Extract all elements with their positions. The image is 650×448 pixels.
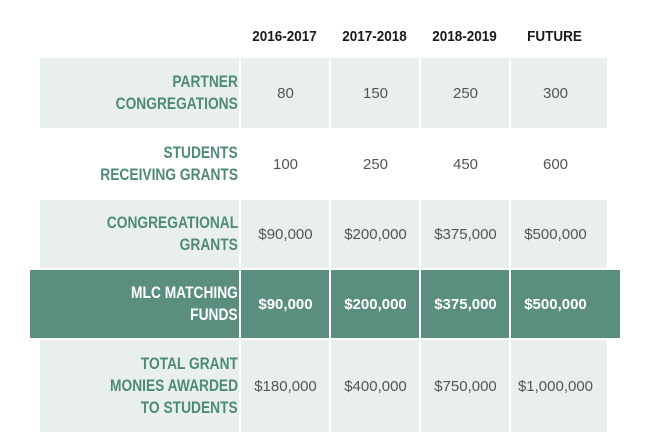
table-cell: $750,000 bbox=[434, 377, 497, 395]
table-row-students-receiving-grants bbox=[40, 130, 607, 198]
row-label-line: TO STUDENTS bbox=[141, 398, 238, 417]
table-cell: $200,000 bbox=[344, 295, 407, 313]
table-cell: $375,000 bbox=[434, 225, 497, 243]
column-header-future: FUTURE bbox=[527, 28, 582, 45]
table-cell: 450 bbox=[452, 155, 479, 173]
table-cell: $90,000 bbox=[258, 225, 313, 243]
table-cell: 80 bbox=[277, 84, 294, 102]
table-cell: 100 bbox=[272, 155, 299, 173]
table-cell: $200,000 bbox=[344, 225, 407, 243]
table-row-total-grant-monies bbox=[40, 340, 607, 432]
table-cell: 300 bbox=[542, 84, 569, 102]
row-label-line: FUNDS bbox=[190, 305, 238, 324]
table-cell: $500,000 bbox=[524, 295, 587, 313]
table-cell: $180,000 bbox=[254, 377, 317, 395]
table-cell: $500,000 bbox=[524, 225, 587, 243]
row-label-line: TOTAL GRANT bbox=[140, 354, 238, 373]
table-cell: $400,000 bbox=[344, 377, 407, 395]
table-row-congregational-grants bbox=[40, 200, 607, 268]
row-label bbox=[40, 130, 240, 198]
column-header-2018-2019: 2018-2019 bbox=[432, 28, 497, 45]
row-label bbox=[40, 340, 240, 432]
table-cell: $375,000 bbox=[434, 295, 497, 313]
table-row-partner-congregations bbox=[40, 58, 607, 128]
table-cell: $1,000,000 bbox=[517, 377, 594, 395]
row-label-line: MONIES AWARDED bbox=[109, 376, 239, 395]
table-cell: $90,000 bbox=[258, 295, 313, 313]
table-row-mlc-matching-funds bbox=[30, 270, 620, 338]
table-cell: 600 bbox=[542, 155, 569, 173]
row-label bbox=[40, 270, 240, 338]
row-label bbox=[40, 200, 240, 268]
row-label-line: PARTNER bbox=[172, 72, 238, 91]
row-label-line: CONGREGATIONAL bbox=[106, 213, 238, 232]
table-cell: 250 bbox=[362, 155, 389, 173]
table-cell: 150 bbox=[362, 84, 389, 102]
row-label-line: CONGREGATIONS bbox=[115, 94, 238, 113]
column-header-2016-2017: 2016-2017 bbox=[252, 28, 317, 45]
row-label-line: GRANTS bbox=[179, 235, 238, 254]
row-label-line: RECEIVING GRANTS bbox=[100, 165, 238, 184]
table-cell: 250 bbox=[452, 84, 479, 102]
column-header-2017-2018: 2017-2018 bbox=[342, 28, 407, 45]
row-label bbox=[40, 58, 240, 128]
row-label-line: MLC MATCHING bbox=[131, 283, 238, 302]
row-label-line: STUDENTS bbox=[163, 143, 238, 162]
